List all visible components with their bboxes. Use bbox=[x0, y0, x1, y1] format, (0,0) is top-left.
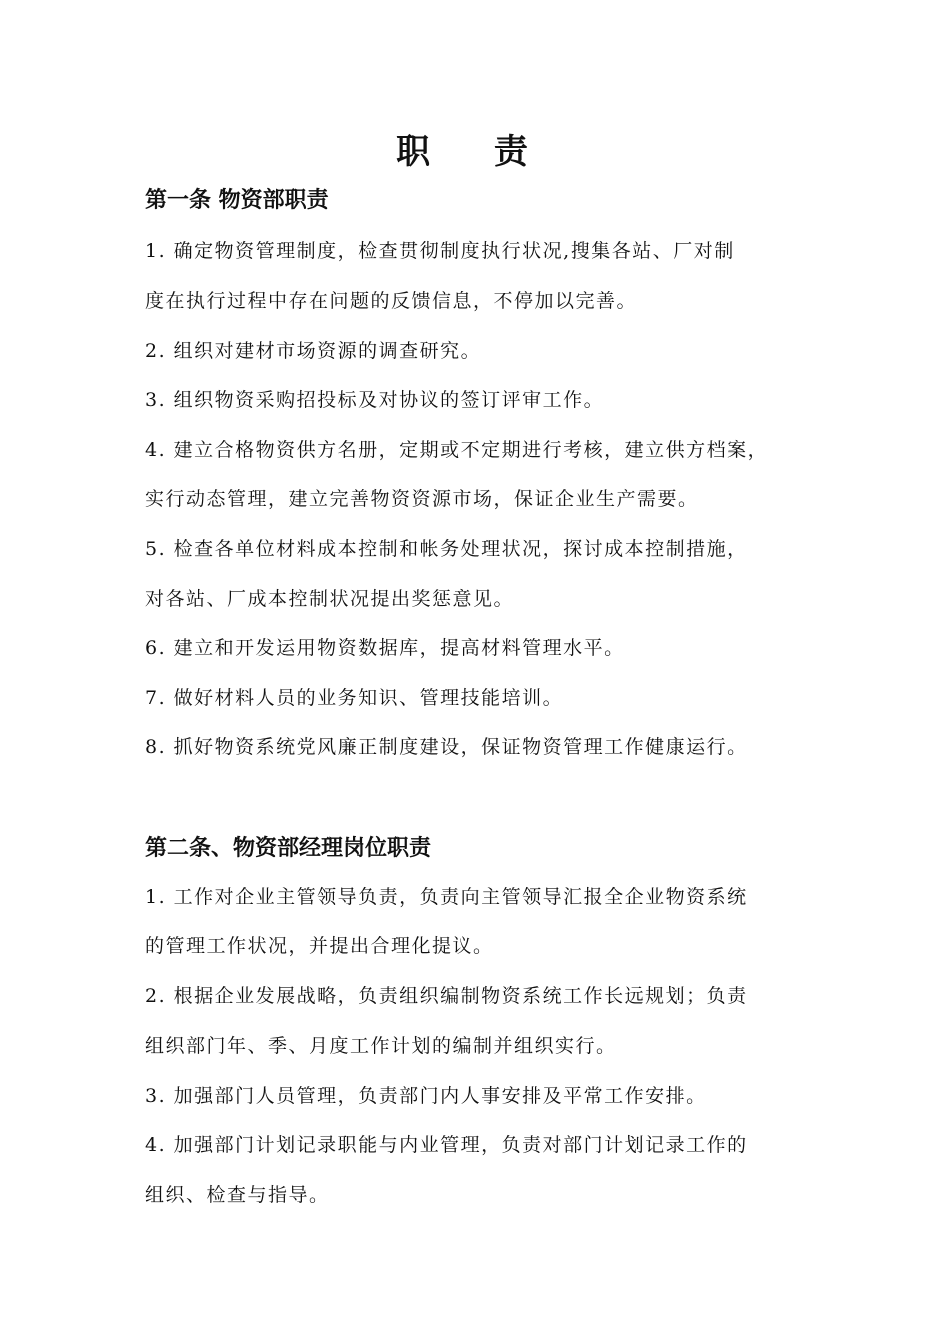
section-1-line-6: 实行动态管理，建立完善物资资源市场，保证企业生产需要。 bbox=[145, 488, 699, 510]
section-2-line-6: 4. 加强部门计划记录职能与内业管理，负责对部门计划记录工作的 bbox=[145, 1134, 748, 1156]
section-2-heading: 第二条、物资部经理岗位职责 bbox=[145, 835, 432, 861]
section-2-line-1: 1. 工作对企业主管领导负责，负责向主管领导汇报全企业物资系统 bbox=[145, 886, 748, 908]
section-2-line-2: 的管理工作状况，并提出合理化提议。 bbox=[145, 935, 494, 957]
section-2-line-5: 3. 加强部门人员管理，负责部门内人事安排及平常工作安排。 bbox=[145, 1085, 707, 1107]
section-1-line-5: 4. 建立合格物资供方名册，定期或不定期进行考核，建立供方档案， bbox=[145, 439, 769, 461]
section-1-line-9: 6. 建立和开发运用物资数据库，提高材料管理水平。 bbox=[145, 637, 625, 659]
section-1-line-3: 2. 组织对建材市场资源的调查研究。 bbox=[145, 340, 482, 362]
section-1-line-10: 7. 做好材料人员的业务知识、管理技能培训。 bbox=[145, 687, 564, 709]
section-1-line-11: 8. 抓好物资系统党风廉正制度建设，保证物资管理工作健康运行。 bbox=[145, 736, 748, 758]
section-1-line-1: 1. 确定物资管理制度，检查贯彻制度执行状况,搜集各站、厂对制 bbox=[145, 240, 735, 262]
section-2-line-7: 组织、检查与指导。 bbox=[145, 1184, 330, 1206]
section-1-heading: 第一条 物资部职责 bbox=[145, 187, 329, 213]
section-1-line-7: 5. 检查各单位材料成本控制和帐务处理状况，探讨成本控制措施， bbox=[145, 538, 748, 560]
section-1-line-4: 3. 组织物资采购招投标及对协议的签订评审工作。 bbox=[145, 389, 605, 411]
section-2-line-3: 2. 根据企业发展战略，负责组织编制物资系统工作长远规划；负责 bbox=[145, 985, 748, 1007]
page-title: 职 责 bbox=[396, 132, 554, 172]
section-1-line-8: 对各站、厂成本控制状况提出奖惩意见。 bbox=[145, 588, 515, 610]
section-1-line-2: 度在执行过程中存在问题的反馈信息，不停加以完善。 bbox=[145, 290, 638, 312]
section-2-line-4: 组织部门年、季、月度工作计划的编制并组织实行。 bbox=[145, 1035, 617, 1057]
